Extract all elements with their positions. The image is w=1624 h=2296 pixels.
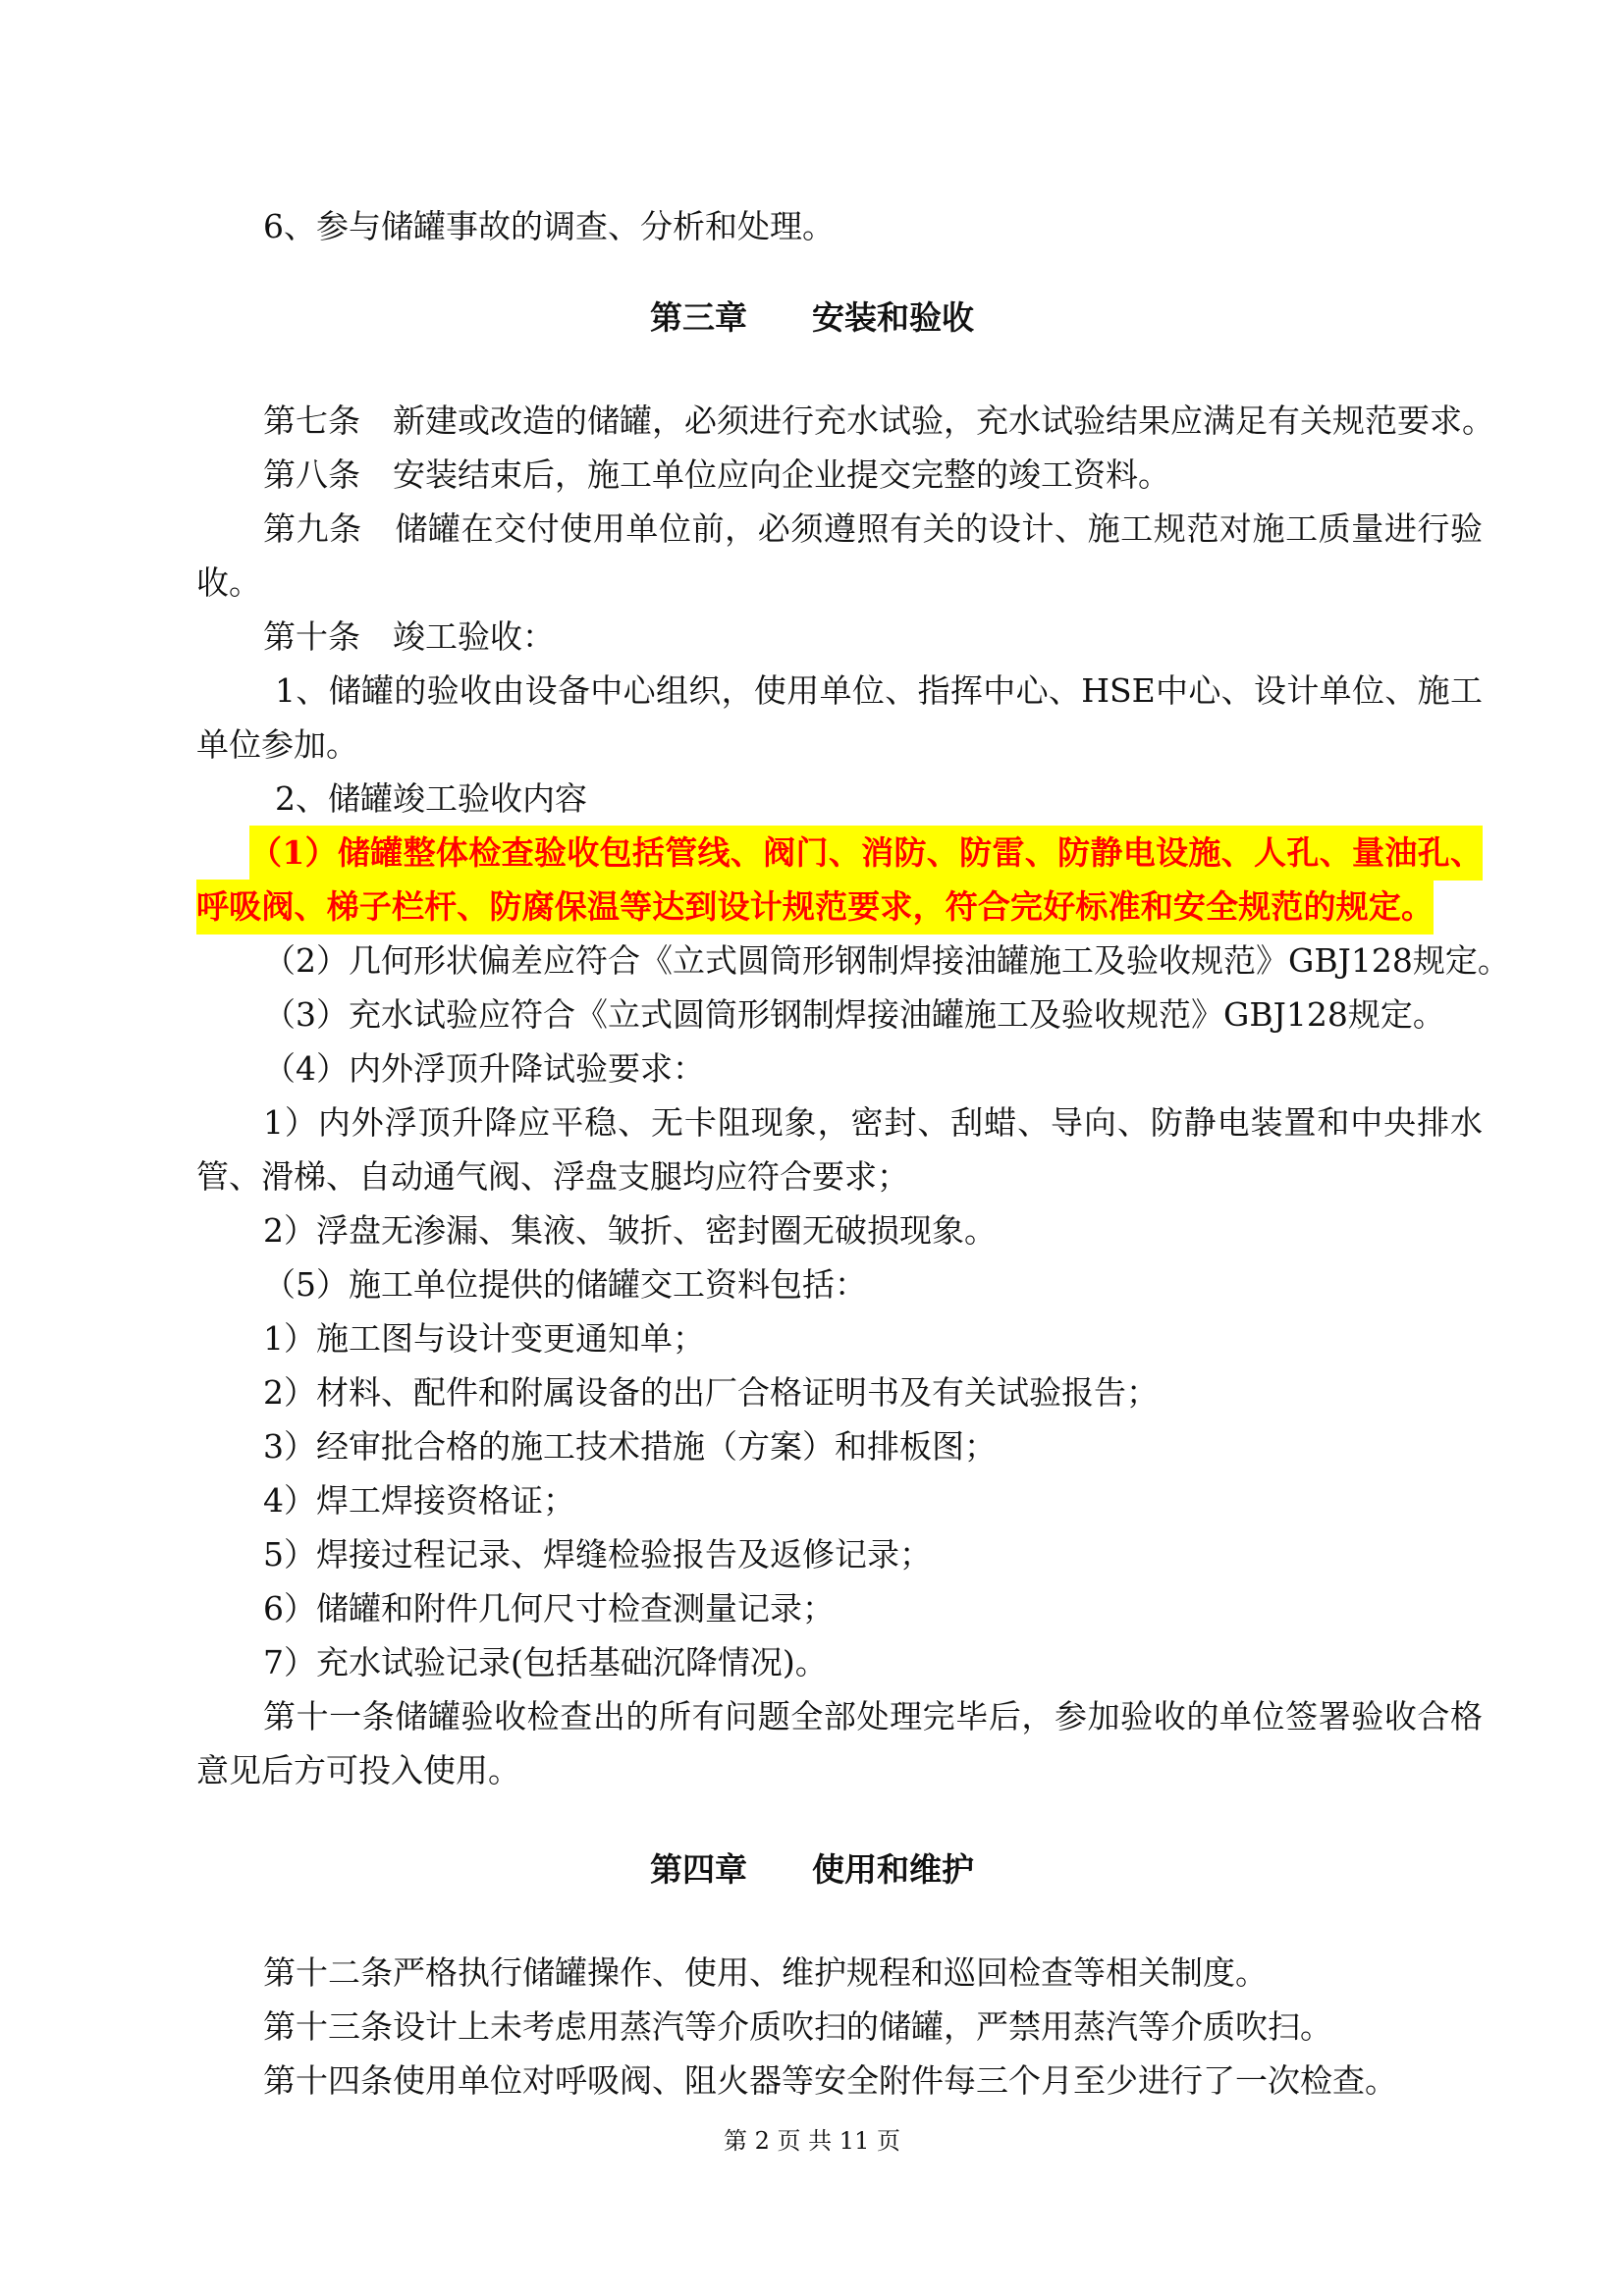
page-footer: 第 2 页 共 11 页	[724, 2127, 900, 2155]
paragraph: 5）焊接过程记录、焊缝检验报告及返修记录；	[263, 1535, 932, 1574]
paragraph: 7）充水试验记录(包括基础沉降情况)。	[263, 1643, 828, 1682]
paragraph: 收。	[196, 563, 261, 602]
paragraph: 1）内外浮顶升降应平稳、无卡阻现象，密封、刮蜡、导向、防静电装置和中央排水	[263, 1103, 1483, 1142]
paragraph: （4）内外浮顶升降试验要求：	[263, 1049, 705, 1088]
paragraph: 2、储罐竣工验收内容	[275, 779, 587, 818]
paragraph: 2）浮盘无渗漏、集液、皱折、密封圈无破损现象。	[263, 1211, 997, 1250]
paragraph: 1）施工图与设计变更通知单；	[263, 1319, 705, 1358]
paragraph: 第七条 新建或改造的储罐，必须进行充水试验，充水试验结果应满足有关规范要求。	[263, 401, 1494, 440]
paragraph: 第十二条严格执行储罐操作、使用、维护规程和巡回检查等相关制度。	[263, 1953, 1268, 1992]
highlighted-text	[196, 880, 1483, 934]
highlighted-text-line: （1）储罐整体检查验收包括管线、阀门、消防、防雷、防静电设施、人孔、量油孔、	[249, 826, 1483, 881]
paragraph: 6）储罐和附件几何尺寸检查测量记录；	[263, 1589, 835, 1628]
paragraph: 2）材料、配件和附属设备的出厂合格证明书及有关试验报告；	[263, 1373, 1159, 1412]
paragraph: 单位参加。	[196, 725, 358, 764]
paragraph: 6、参与储罐事故的调查、分析和处理。	[263, 207, 835, 245]
paragraph: （2）几何形状偏差应符合《立式圆筒形钢制焊接油罐施工及验收规范》GBJ128规定。	[263, 941, 1510, 980]
paragraph: 第十四条使用单位对呼吸阀、阻火器等安全附件每三个月至少进行了一次检查。	[263, 2061, 1397, 2100]
chapter-heading: 第四章 使用和维护	[650, 1850, 974, 1889]
paragraph: （3）充水试验应符合《立式圆筒形钢制焊接油罐施工及验收规范》GBJ128规定。	[263, 995, 1445, 1034]
paragraph: 意见后方可投入使用。	[196, 1751, 520, 1789]
paragraph: （5）施工单位提供的储罐交工资料包括：	[263, 1265, 867, 1304]
chapter-heading: 第三章 安装和验收	[650, 298, 974, 337]
highlighted-text-line: 呼吸阀、梯子栏杆、防腐保温等达到设计规范要求，符合完好标准和安全规范的规定。	[196, 880, 1434, 934]
paragraph: 第九条 储罐在交付使用单位前，必须遵照有关的设计、施工规范对施工质量进行验	[263, 509, 1483, 548]
paragraph: 3）经审批合格的施工技术措施（方案）和排板图；	[263, 1427, 997, 1466]
paragraph: 第八条 安装结束后，施工单位应向企业提交完整的竣工资料。	[263, 455, 1170, 494]
paragraph: 第十一条储罐验收检查出的所有问题全部处理完毕后，参加验收的单位签署验收合格	[263, 1697, 1483, 1735]
paragraph: 1、储罐的验收由设备中心组织，使用单位、指挥中心、HSE中心、设计单位、施工	[275, 671, 1483, 710]
paragraph: 第十三条设计上未考虑用蒸汽等介质吹扫的储罐，严禁用蒸汽等介质吹扫。	[263, 2007, 1332, 2046]
paragraph: 4）焊工焊接资格证；	[263, 1481, 575, 1520]
highlighted-text	[196, 826, 1483, 881]
paragraph: 第十条 竣工验收：	[263, 617, 555, 656]
paragraph: 管、滑梯、自动通气阀、浮盘支腿均应符合要求；	[196, 1157, 909, 1196]
